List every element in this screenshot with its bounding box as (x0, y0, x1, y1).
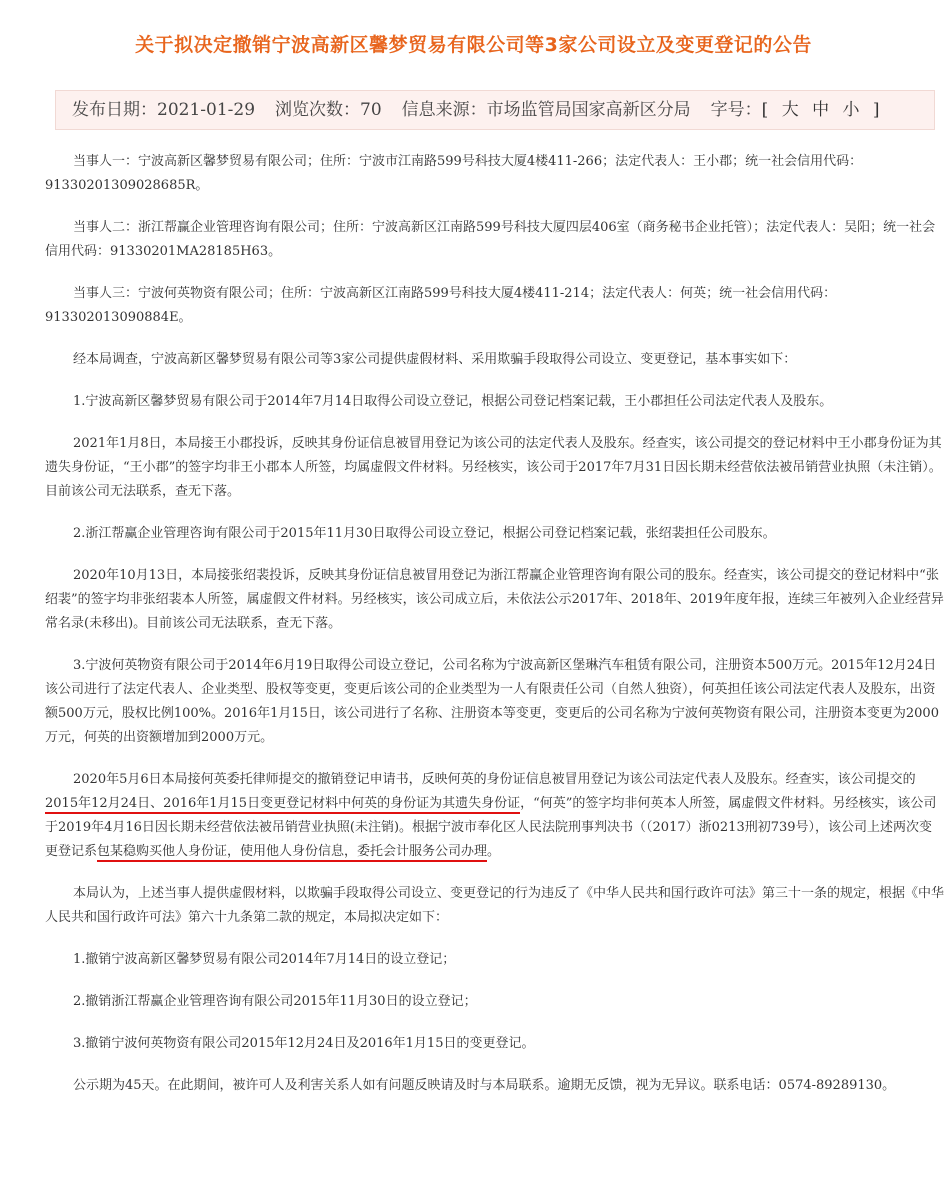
font-size-label: 字号： (710, 100, 762, 120)
views-label: 浏览次数： (275, 100, 361, 120)
font-size-options[interactable]: [ 大 中 小 ] (761, 100, 884, 120)
publish-date: 2021-01-29 (157, 100, 256, 120)
source-label: 信息来源： (401, 100, 487, 120)
meta-bar (55, 90, 935, 130)
decision-2: 2.撤销浙江帮赢企业管理咨询有限公司2015年11月30日的设立登记； (73, 994, 477, 1009)
fact-3-detail-part-c: ，“何英”的签字均非何英本人所签，属虚假文件材料。另经核实，该公司于2019年4月16日因长期未经营依法被吊销营业执照(未注销)。根据宁波市奉化区人民法院刑事判决书（（2017）浙0213刑初739号），该公司上述两次变更登记系 (45, 796, 937, 859)
fact-2-detail: 2020年10月13日，本局接张绍裴投诉，反映其身份证信息被冒用登记为浙江帮赢企业管理咨询有限公司的股东。经查实，该公司提交的登记材料中“张绍裴”的签字均非张绍裴本人所签，属虚假文件材料。另经核实，该公司成立后，未依法公示2017年、2018年、2019年度年报，连续三年被列入企业经营异常名录(未移出)。目前该公司无法联系，查无下落。 (45, 568, 944, 631)
fact-3-detail-part-a: 2020年5月6日本局接何英委托律师提交的撤销登记申请书，反映何英的身份证信息被冒用登记为该公司法定代表人及股东。经查实，该公司提交的 (73, 772, 916, 787)
view-count: 70 (360, 100, 382, 120)
info-source: 市场监管局国家高新区分局 (486, 100, 691, 120)
fact-1: 1.宁波高新区馨梦贸易有限公司于2014年7月14日取得公司设立登记，根据公司登记档案记载，王小郡担任公司法定代表人及股东。 (73, 394, 833, 409)
fact-3-detail-end: 。 (487, 844, 501, 859)
fact-1-detail: 2021年1月8日，本局接王小郡投诉，反映其身份证信息被冒用登记为该公司的法定代表人及股东。经查实，该公司提交的登记材料中王小郡身份证为其遗失身份证，“王小郡”的签字均非王小郡本人所签，均属虚假文件材料。另经核实，该公司于2017年7月31日因长期未经营依法被吊销营业执照（未注销）。目前该公司无法联系，查无下落。 (45, 436, 942, 499)
fact-3: 3.宁波何英物资有限公司于2014年6月19日取得公司设立登记，公司名称为宁波高新区堡琳汽车租赁有限公司，注册资本500万元。2015年12月24日该公司进行了法定代表人、企业类型、股权等变更，变更后该公司的企业类型为一人有限责任公司（自然人独资），何英担任该公司法定代表人及股东，出资额500万元，股权比例100%。2016年1月15日，该公司进行了名称、注册资本等变更，变更后的公司名称为宁波何英物资有限公司，注册资本变更为2000万元，何英的出资额增加到2000万元。 (45, 658, 939, 745)
party-three: 当事人三：宁波何英物资有限公司；住所：宁波高新区江南路599号科技大厦4楼411-214；法定代表人：何英；统一社会信用代码：913302013090884E。 (45, 286, 837, 325)
decision-1: 1.撤销宁波高新区馨梦贸易有限公司2014年7月14日的设立登记； (73, 952, 456, 967)
underlined-phrase-id-card: 2015年12月24日、2016年1月15日变更登记材料中何英的身份证为其遗失身份证 (45, 796, 520, 814)
legal-basis: 本局认为，上述当事人提供虚假材料，以欺骗手段取得公司设立、变更登记的行为违反了《中华人民共和国行政许可法》第三十一条的规定，根据《中华人民共和国行政许可法》第六十九条第二款的规定，本局拟决定如下： (45, 886, 945, 925)
date-label: 发布日期： (72, 100, 157, 120)
investigation-intro: 经本局调查，宁波高新区馨梦贸易有限公司等3家公司提供虚假材料、采用欺骗手段取得公司设立、变更登记，基本事实如下： (73, 352, 797, 367)
underlined-phrase-purchase: 包某稳购买他人身份证，使用他人身份信息，委托会计服务公司办理 (97, 844, 487, 862)
announcement-title: 关于拟决定撤销宁波高新区馨梦贸易有限公司等3家公司设立及变更登记的公告 (135, 34, 812, 56)
fact-3-detail (45, 768, 945, 864)
publicity-notice: 公示期为45天。在此期间，被许可人及利害关系人如有问题反映请及时与本局联系。逾期无反馈，视为无异议。联系电话：0574-89289130。 (73, 1078, 896, 1093)
fact-2: 2.浙江帮赢企业管理咨询有限公司于2015年11月30日取得公司设立登记，根据公司登记档案记载，张绍裴担任公司股东。 (73, 526, 776, 541)
announcement-body (45, 150, 945, 1116)
party-two: 当事人二：浙江帮赢企业管理咨询有限公司；住所：宁波高新区江南路599号科技大厦四层406室（商务秘书企业托管）；法定代表人：吴阳；统一社会信用代码：91330201MA28185H63。 (45, 220, 936, 259)
party-one: 当事人一：宁波高新区馨梦贸易有限公司；住所：宁波市江南路599号科技大厦4楼411-266；法定代表人：王小郡；统一社会信用代码：91330201309028685R。 (45, 154, 863, 193)
decision-3: 3.撤销宁波何英物资有限公司2015年12月24日及2016年1月15日的变更登记。 (73, 1036, 535, 1051)
